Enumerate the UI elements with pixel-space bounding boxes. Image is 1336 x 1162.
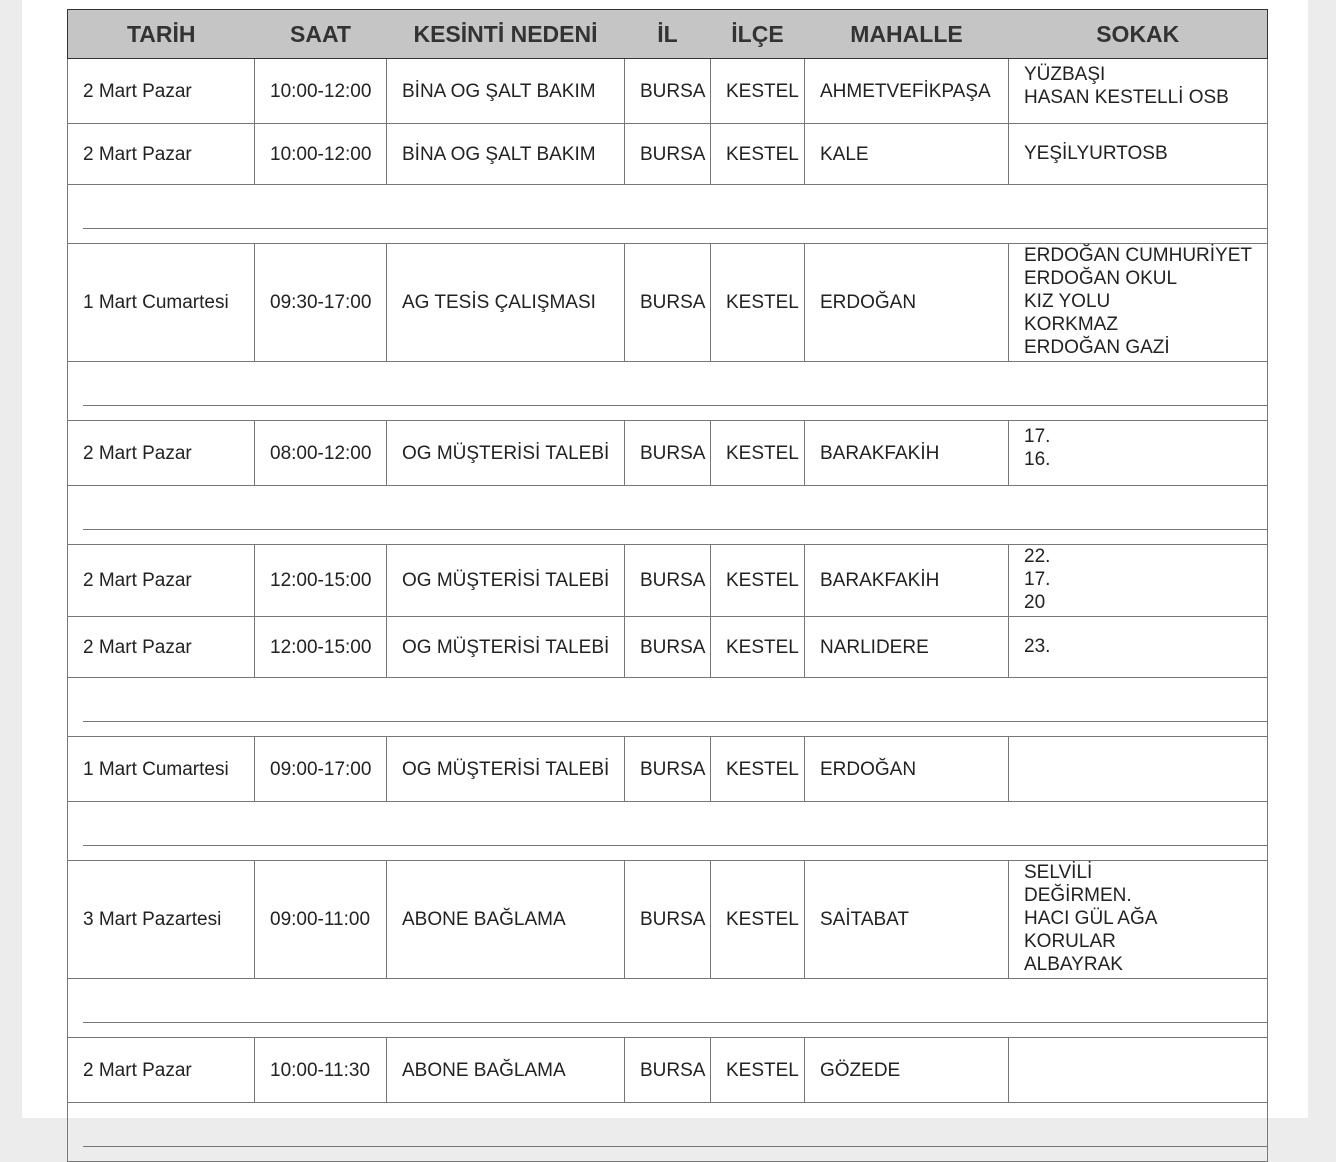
divider <box>83 1117 1267 1147</box>
cell-neighborhood: BARAKFAKİH <box>805 545 1009 617</box>
cell-neighborhood: ERDOĞAN <box>805 737 1009 802</box>
spacer-cell <box>68 486 1268 545</box>
street-name: SELVİLİ <box>1024 862 1093 883</box>
spacer-cell <box>68 979 1268 1038</box>
header-neighborhood: MAHALLE <box>805 10 1009 59</box>
cell-time: 12:00-15:00 <box>255 545 387 617</box>
street-name: YÜZBAŞI <box>1024 64 1106 85</box>
cell-time: 08:00-12:00 <box>255 421 387 486</box>
cell-time: 10:00-11:30 <box>255 1038 387 1103</box>
cell-date: 2 Mart Pazar <box>68 617 255 678</box>
cell-time: 12:00-15:00 <box>255 617 387 678</box>
cell-city: BURSA <box>625 421 711 486</box>
spacer-cell <box>68 362 1268 421</box>
cell-district: KESTEL <box>711 617 805 678</box>
cell-neighborhood: GÖZEDE <box>805 1038 1009 1103</box>
cell-reason: BİNA OG ŞALT BAKIM <box>387 59 625 124</box>
street-name: 23. <box>1024 635 1051 657</box>
cell-streets <box>1009 124 1268 185</box>
cell-date: 2 Mart Pazar <box>68 421 255 486</box>
cell-district: KESTEL <box>711 861 805 979</box>
spacer-cell <box>68 185 1268 244</box>
table-row <box>68 59 1268 124</box>
cell-city: BURSA <box>625 124 711 185</box>
table-row <box>68 421 1268 486</box>
street-name: HACI GÜL AĞA <box>1024 908 1158 929</box>
table-row <box>68 861 1268 979</box>
cell-reason: OG MÜŞTERİSİ TALEBİ <box>387 617 625 678</box>
cell-reason: AG TESİS ÇALIŞMASI <box>387 244 625 362</box>
street-name: YEŞİLYURTOSB <box>1024 142 1168 164</box>
cell-neighborhood: SAİTABAT <box>805 861 1009 979</box>
header-reason: KESİNTİ NEDENİ <box>387 10 625 59</box>
header-time: SAAT <box>255 10 387 59</box>
table-row <box>68 124 1268 185</box>
cell-streets <box>1009 617 1268 678</box>
cell-time: 10:00-12:00 <box>255 59 387 124</box>
spacer-cell <box>68 802 1268 861</box>
cell-streets <box>1009 737 1268 802</box>
cell-district: KESTEL <box>711 244 805 362</box>
cell-time: 10:00-12:00 <box>255 124 387 185</box>
street-name: 20 <box>1024 592 1046 613</box>
page-content <box>22 0 1308 1118</box>
header-street: SOKAK <box>1009 10 1268 59</box>
spacer-row <box>68 802 1268 861</box>
cell-city: BURSA <box>625 1038 711 1103</box>
cell-neighborhood: KALE <box>805 124 1009 185</box>
cell-neighborhood: AHMETVEFİKPAŞA <box>805 59 1009 124</box>
cell-district: KESTEL <box>711 1038 805 1103</box>
cell-city: BURSA <box>625 59 711 124</box>
cell-city: BURSA <box>625 737 711 802</box>
cell-reason: OG MÜŞTERİSİ TALEBİ <box>387 545 625 617</box>
cell-streets <box>1009 1038 1268 1103</box>
cell-city: BURSA <box>625 861 711 979</box>
cell-time: 09:00-17:00 <box>255 737 387 802</box>
header-city: İL <box>625 10 711 59</box>
table-row <box>68 737 1268 802</box>
cell-reason: ABONE BAĞLAMA <box>387 861 625 979</box>
cell-district: KESTEL <box>711 59 805 124</box>
street-name: ERDOĞAN CUMHURİYET <box>1024 245 1253 266</box>
cell-reason: OG MÜŞTERİSİ TALEBİ <box>387 421 625 486</box>
divider <box>83 500 1267 530</box>
cell-streets <box>1009 421 1268 486</box>
street-name: HASAN KESTELLİ OSB <box>1024 87 1229 108</box>
cell-date: 2 Mart Pazar <box>68 124 255 185</box>
cell-reason: OG MÜŞTERİSİ TALEBİ <box>387 737 625 802</box>
cell-district: KESTEL <box>711 124 805 185</box>
table-header-row <box>68 10 1268 59</box>
street-name: ERDOĞAN GAZİ <box>1024 337 1170 358</box>
street-name: 17. <box>1024 426 1051 447</box>
street-name: ERDOĞAN OKUL <box>1024 268 1178 289</box>
cell-reason: ABONE BAĞLAMA <box>387 1038 625 1103</box>
spacer-row <box>68 185 1268 244</box>
cell-streets <box>1009 59 1268 124</box>
outage-table <box>67 9 1268 1162</box>
header-district: İLÇE <box>711 10 805 59</box>
spacer-row <box>68 486 1268 545</box>
cell-date: 3 Mart Pazartesi <box>68 861 255 979</box>
cell-district: KESTEL <box>711 545 805 617</box>
spacer-row <box>68 979 1268 1038</box>
cell-neighborhood: ERDOĞAN <box>805 244 1009 362</box>
street-name: 17. <box>1024 569 1051 590</box>
cell-time: 09:30-17:00 <box>255 244 387 362</box>
divider <box>83 692 1267 722</box>
cell-date: 1 Mart Cumartesi <box>68 737 255 802</box>
cell-date: 2 Mart Pazar <box>68 1038 255 1103</box>
spacer-cell <box>68 678 1268 737</box>
cell-city: BURSA <box>625 545 711 617</box>
cell-streets <box>1009 545 1268 617</box>
street-name: 16. <box>1024 449 1051 470</box>
cell-city: BURSA <box>625 244 711 362</box>
cell-city: BURSA <box>625 617 711 678</box>
cell-streets <box>1009 244 1268 362</box>
street-name: ALBAYRAK <box>1024 954 1123 975</box>
header-date: TARİH <box>68 10 255 59</box>
cell-streets <box>1009 861 1268 979</box>
cell-time: 09:00-11:00 <box>255 861 387 979</box>
street-name: KORULAR <box>1024 931 1116 952</box>
street-name: 22. <box>1024 546 1051 567</box>
divider <box>83 376 1267 406</box>
spacer-cell <box>68 1103 1268 1162</box>
street-name: KIZ YOLU <box>1024 291 1111 312</box>
table-row <box>68 545 1268 617</box>
table-row <box>68 244 1268 362</box>
spacer-row <box>68 362 1268 421</box>
street-name: KORKMAZ <box>1024 314 1118 335</box>
divider <box>83 993 1267 1023</box>
cell-district: KESTEL <box>711 737 805 802</box>
divider <box>83 199 1267 229</box>
street-name: DEĞİRMEN. <box>1024 885 1132 906</box>
cell-neighborhood: BARAKFAKİH <box>805 421 1009 486</box>
cell-date: 2 Mart Pazar <box>68 59 255 124</box>
spacer-row <box>68 1103 1268 1162</box>
table-row <box>68 617 1268 678</box>
cell-date: 1 Mart Cumartesi <box>68 244 255 362</box>
table-row <box>68 1038 1268 1103</box>
cell-district: KESTEL <box>711 421 805 486</box>
cell-neighborhood: NARLIDERE <box>805 617 1009 678</box>
spacer-row <box>68 678 1268 737</box>
divider <box>83 816 1267 846</box>
cell-reason: BİNA OG ŞALT BAKIM <box>387 124 625 185</box>
cell-date: 2 Mart Pazar <box>68 545 255 617</box>
